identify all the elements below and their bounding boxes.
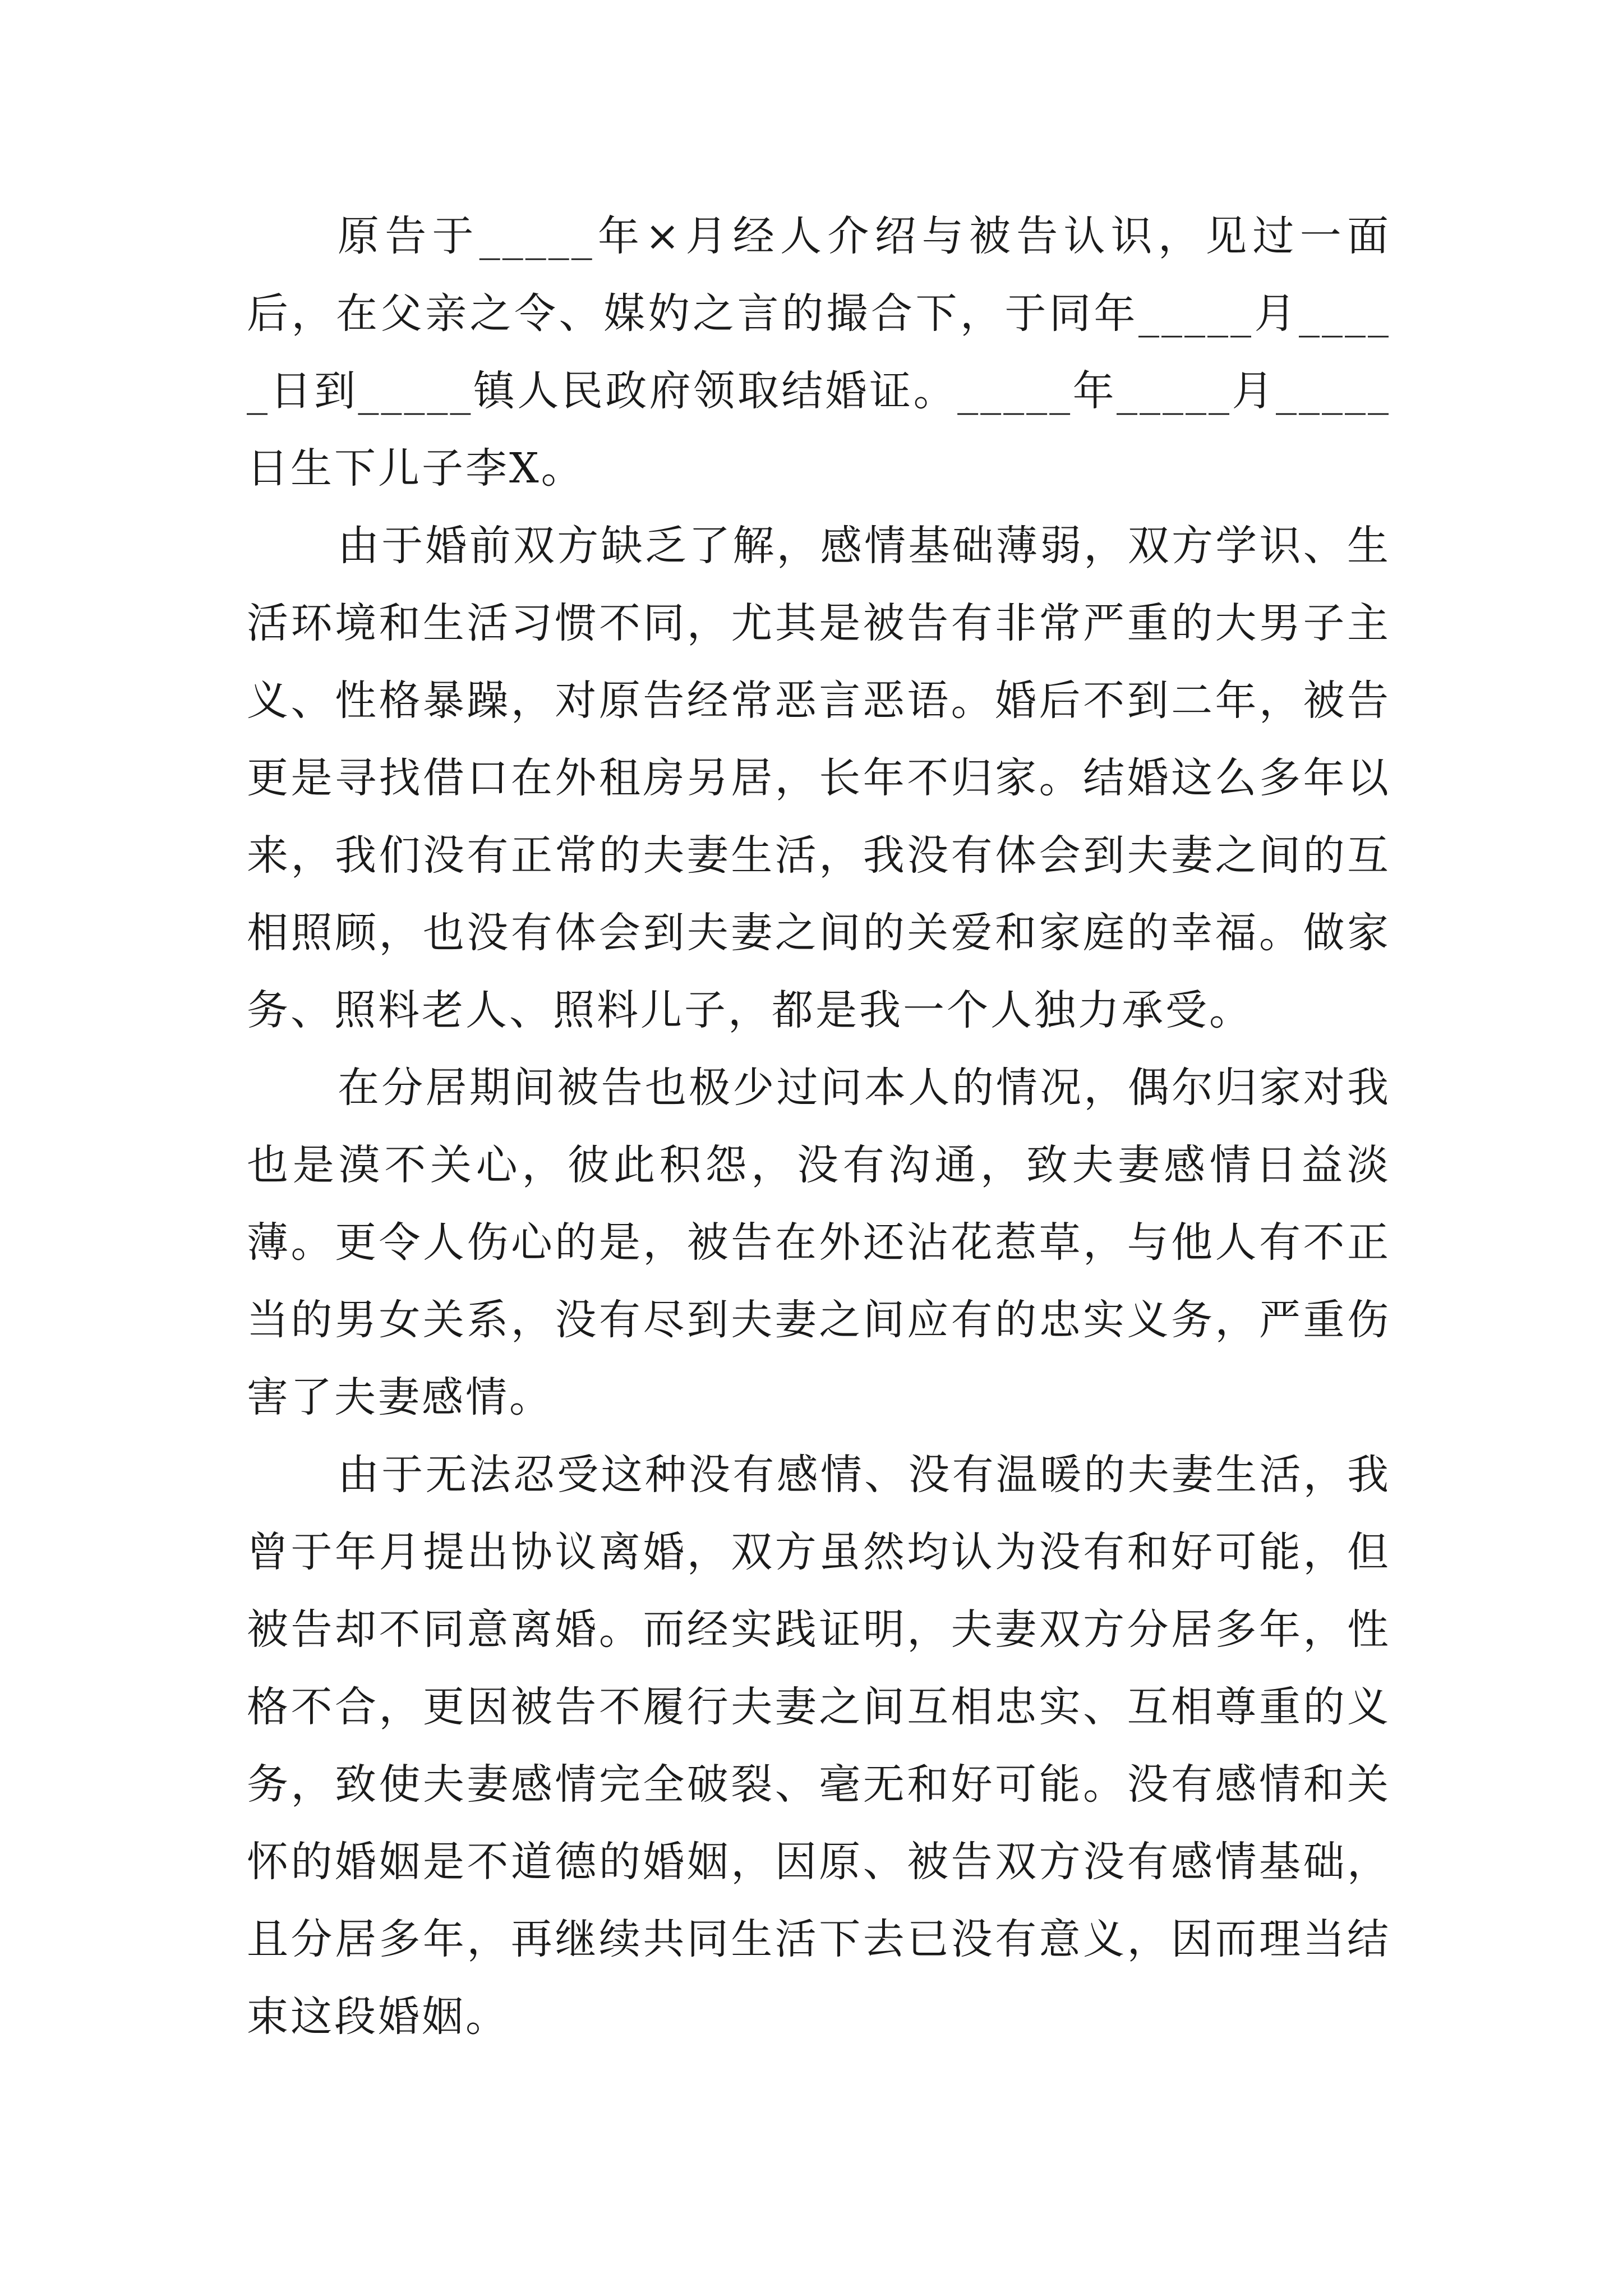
paragraph-marriage-registration: 原告于_____年×月经人介绍与被告认识，见过一面后，在父亲之令、媒妁之言的撮合下，于同年_____月_____日到_____镇人民政府领取结婚证。_____年_____月_____日生下儿子李X。 — [247, 212, 1391, 493]
paragraph-marital-conflict: 由于婚前双方缺乏了解，感情基础薄弱，双方学识、生活环境和生活习惯不同，尤其是被告有非常严重的大男子主义、性格暴躁，对原告经常恶言恶语。婚后不到二年，被告更是寻找借口在外租房另居，长年不归家。结婚这么多年以来，我们没有正常的夫妻生活，我没有体会到夫妻之间的互相照顾，也没有体会到夫妻之间的关爱和家庭的幸福。做家务、照料老人、照料儿子，都是我一个人独力承受。 — [247, 522, 1391, 1034]
document-body — [247, 197, 1391, 2055]
paragraph-separation: 在分居期间被告也极少过问本人的情况，偶尔归家对我也是漠不关心，彼此积怨，没有沟通，致夫妻感情日益淡薄。更令人伤心的是，被告在外还沾花惹草，与他人有不正当的男女关系，没有尽到夫妻之间应有的忠实义务，严重伤害了夫妻感情。 — [247, 1064, 1391, 1421]
paragraph-divorce-reason: 由于无法忍受这种没有感情、没有温暖的夫妻生活，我曾于年月提出协议离婚，双方虽然均认为没有和好可能，但被告却不同意离婚。而经实践证明，夫妻双方分居多年，性格不合，更因被告不履行夫妻之间互相忠实、互相尊重的义务，致使夫妻感情完全破裂、毫无和好可能。没有感情和关怀的婚姻是不道德的婚姻，因原、被告双方没有感情基础，且分居多年，再继续共同生活下去已没有意义，因而理当结束这段婚姻。 — [247, 1451, 1391, 2041]
